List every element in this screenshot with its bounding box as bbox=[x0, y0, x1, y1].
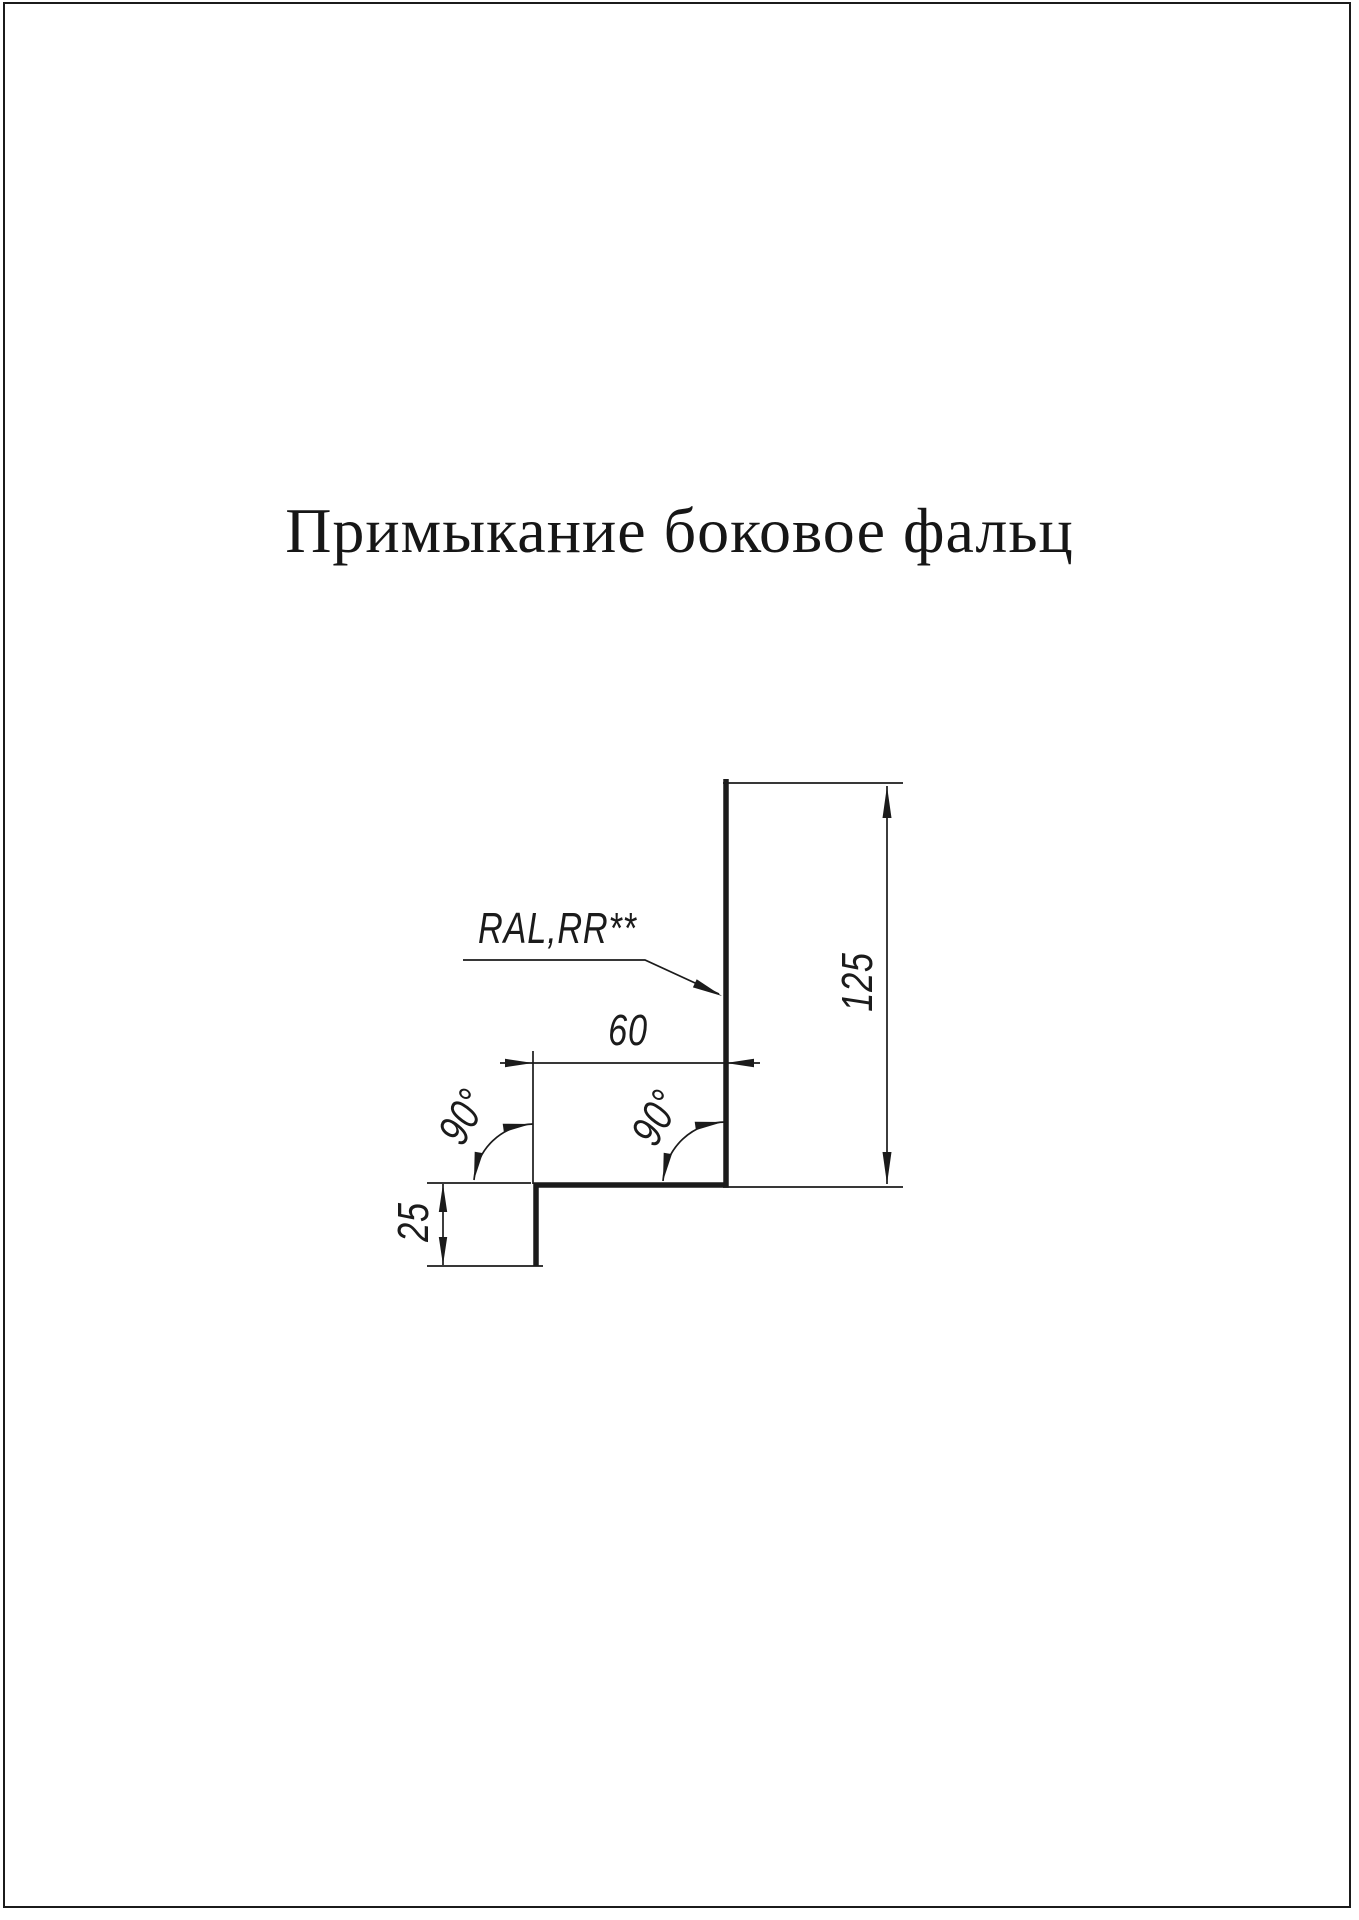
arrowhead-right bbox=[695, 1122, 723, 1130]
dim-flange-label: 25 bbox=[388, 1202, 439, 1242]
dimension-height bbox=[723, 783, 903, 1187]
arrowhead-right bbox=[503, 1124, 531, 1132]
leader-line bbox=[463, 960, 719, 994]
leader-arrowhead bbox=[693, 979, 722, 996]
angle-right-label: 90° bbox=[621, 1082, 692, 1154]
arrowhead-down bbox=[883, 1152, 892, 1184]
dimension-width bbox=[500, 1006, 760, 1184]
arrowhead-up bbox=[883, 786, 892, 818]
dim-height-label: 125 bbox=[832, 952, 883, 1012]
arrowhead-down bbox=[439, 1237, 447, 1265]
angle-left-label: 90° bbox=[428, 1081, 499, 1153]
arrowhead-right bbox=[505, 1059, 533, 1067]
dim-width-label: 60 bbox=[608, 1005, 648, 1056]
coating-label: RAL,RR** bbox=[478, 903, 637, 954]
arrowhead-left bbox=[726, 1059, 754, 1067]
arrowhead-down bbox=[663, 1153, 672, 1181]
angle-right bbox=[622, 1082, 726, 1181]
angle-arc bbox=[474, 1124, 533, 1180]
page-title: Примыкание боковое фальц bbox=[285, 495, 1074, 566]
arrowhead-down bbox=[474, 1152, 483, 1180]
arrowhead-up bbox=[439, 1184, 447, 1212]
angle-left bbox=[429, 1081, 533, 1180]
dimension-flange bbox=[389, 1183, 543, 1266]
coating-leader bbox=[463, 904, 722, 996]
